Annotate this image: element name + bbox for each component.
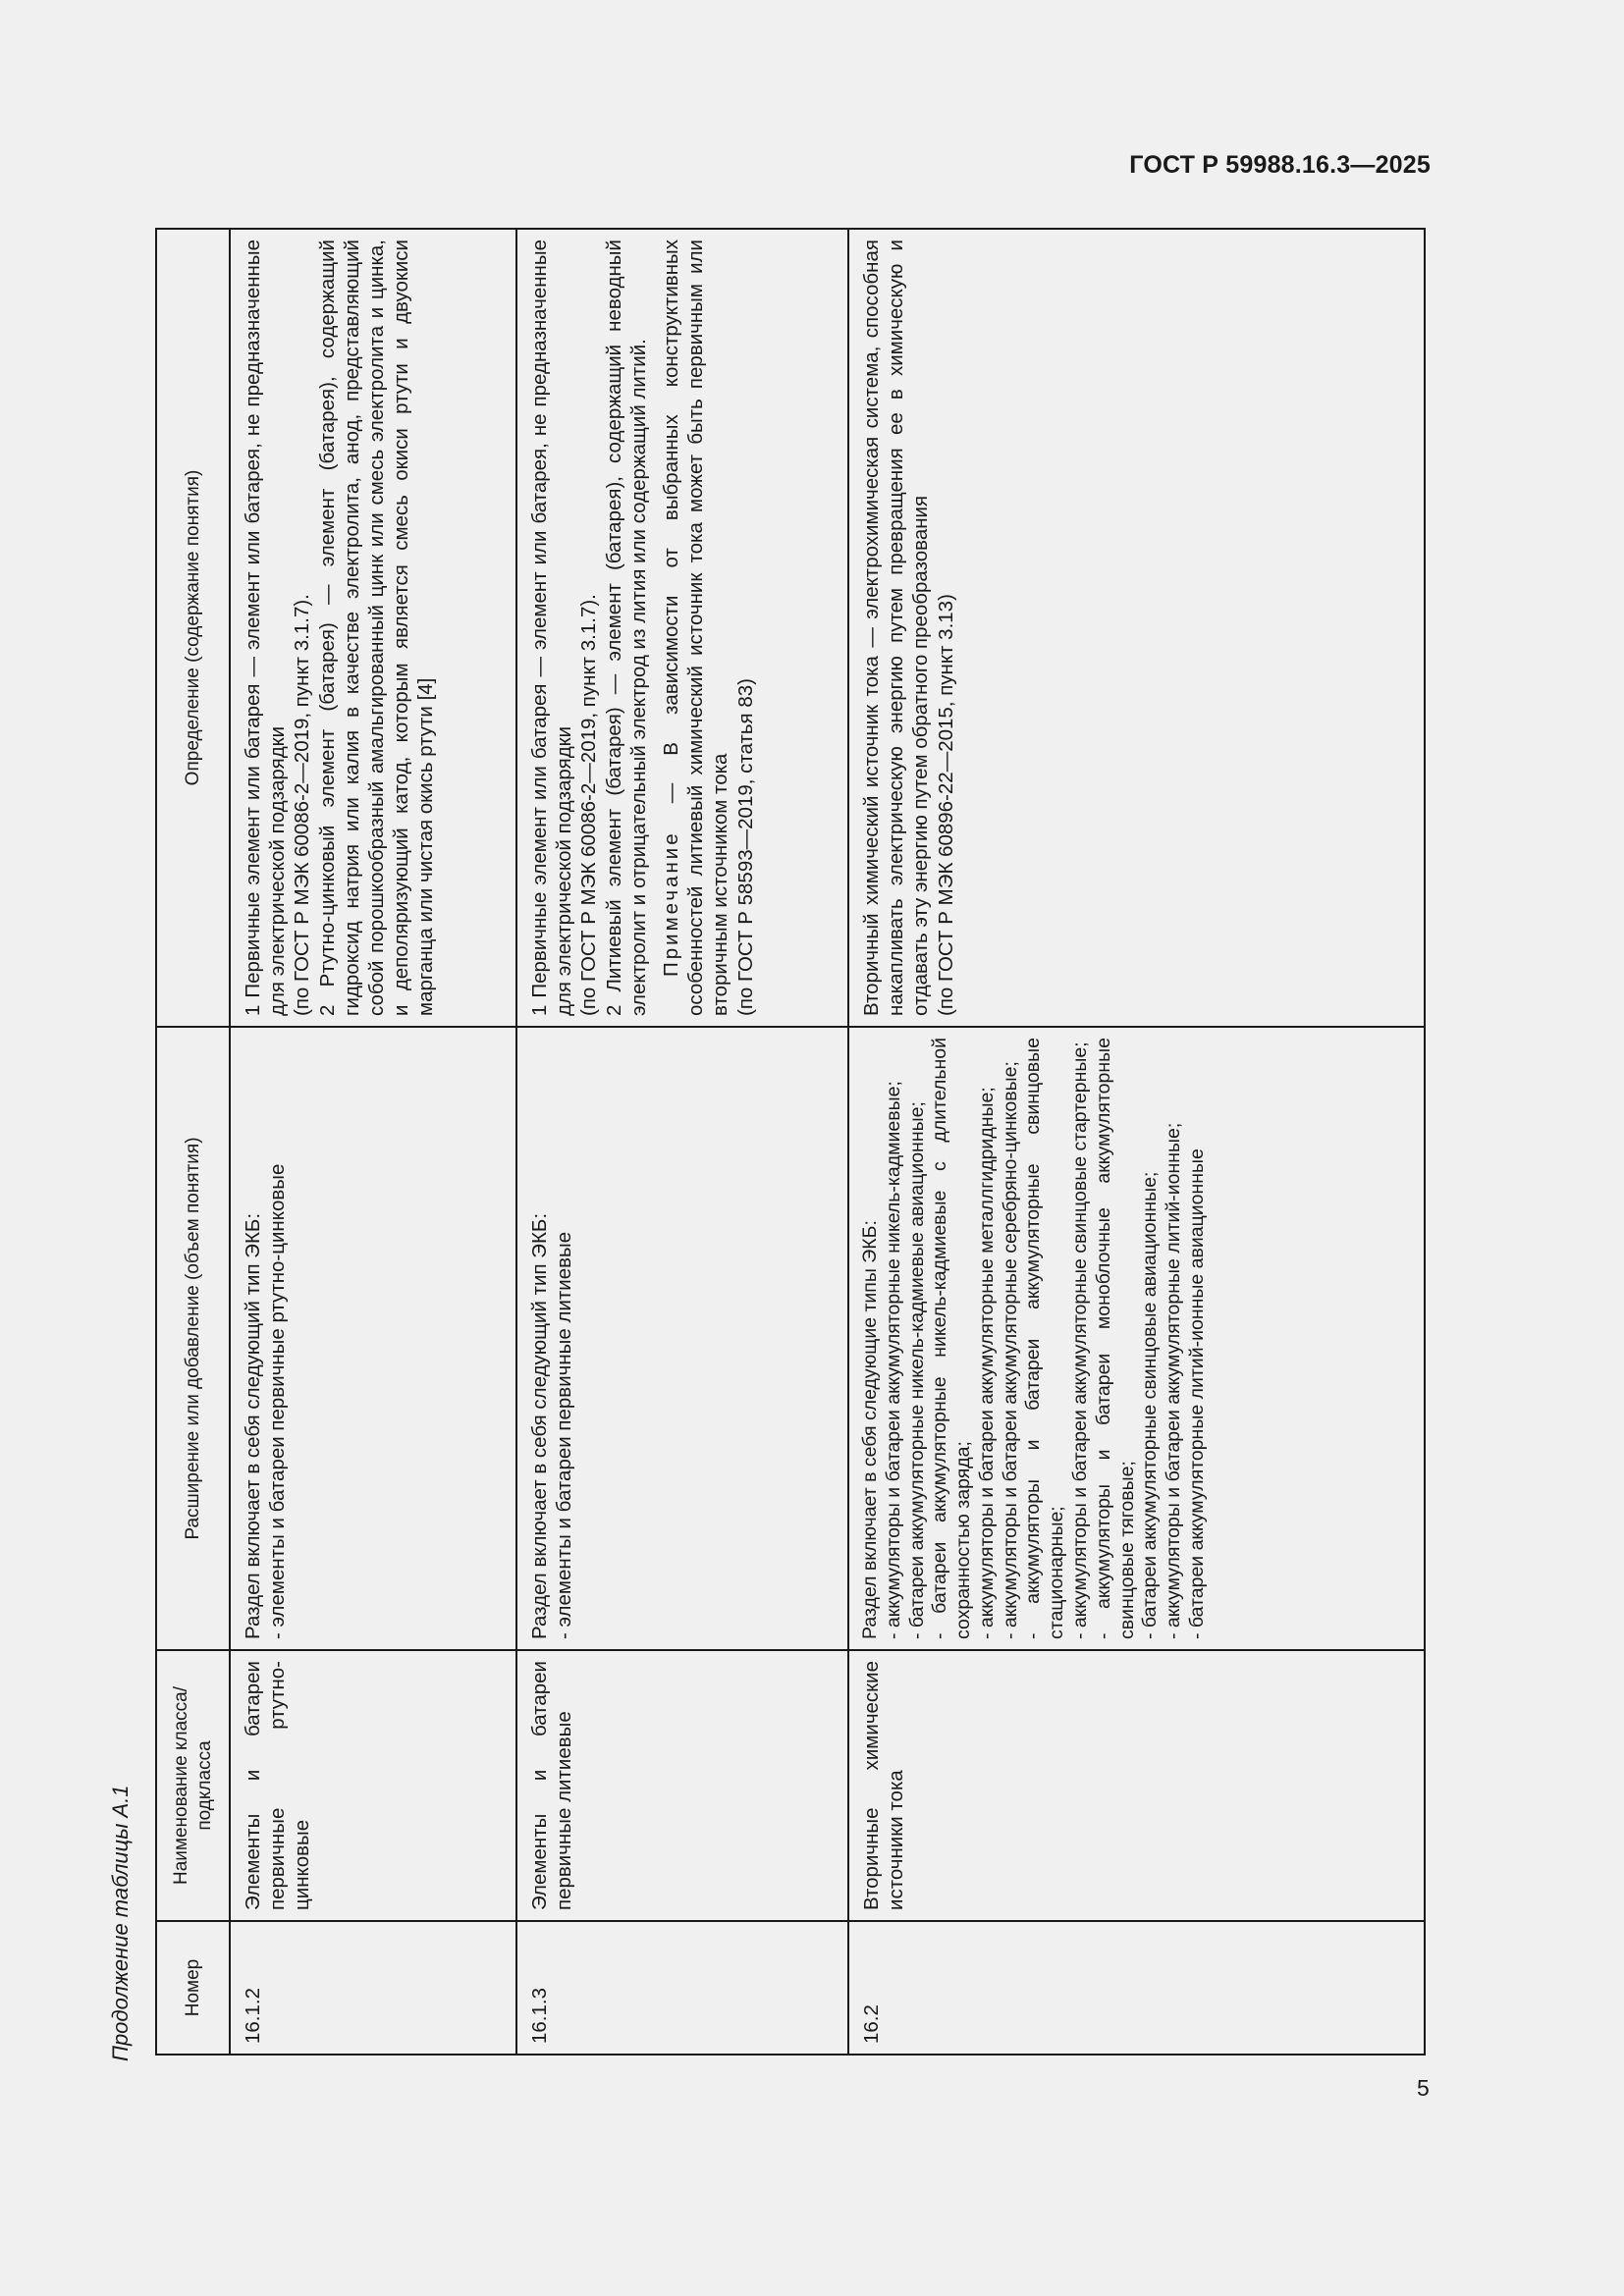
table-row bbox=[848, 229, 1425, 2055]
definition-line: 1 Первичные элемент или батарея — элемент или батарея, не предназначенные для электрической подзарядки bbox=[528, 240, 576, 1016]
definition-line: 1 Первичные элемент или батарея — элемент или батарея, не предназначенные для электрической подзарядки bbox=[242, 240, 290, 1016]
scope-line: - батареи аккумуляторные свинцовые авиационные; bbox=[1139, 1171, 1162, 1639]
scope-line: - аккумуляторы и батареи аккумуляторные серебряно-цинковые; bbox=[999, 1061, 1021, 1639]
row-scope bbox=[848, 1027, 1425, 1650]
row-class-name: Вторичные химические источники тока bbox=[848, 1650, 1425, 1921]
table-row bbox=[230, 229, 516, 2055]
document-code: ГОСТ Р 59988.16.3—2025 bbox=[1129, 151, 1431, 179]
scope-line: - аккумуляторы и батареи аккумуляторные свинцовые стационарные; bbox=[1022, 1038, 1068, 1639]
table-caption: Продолжение таблицы А.1 bbox=[108, 1785, 133, 2061]
scope-line: - батареи аккумуляторные никель-кадмиевые с длительной сохранностью заряда; bbox=[929, 1038, 975, 1639]
scope-line: Раздел включает в себя следующие типы ЭКБ: bbox=[859, 1220, 881, 1639]
row-scope bbox=[516, 1027, 848, 1650]
scope-line: - аккумуляторы и батареи аккумуляторные металлгидридные; bbox=[975, 1087, 998, 1639]
row-definition bbox=[230, 229, 516, 1027]
scope-line: - аккумуляторы и батареи аккумуляторные никель-кадмиевые; bbox=[882, 1081, 904, 1639]
classification-table bbox=[155, 228, 1426, 2056]
note-label: Примечание bbox=[660, 830, 683, 977]
definition-line: (по ГОСТ Р МЭК 60086-2—2019, пункт 3.1.7). bbox=[291, 594, 314, 1016]
page-number: 5 bbox=[1417, 2075, 1430, 2101]
rotated-table-block bbox=[108, 216, 1429, 2061]
definition-line: (по ГОСТ Р МЭК 60086-2—2019, пункт 3.1.7). bbox=[577, 594, 601, 1016]
definition-line: 2 Ртутно-цинковый элемент (батарея) — элемент (батарея), содержащий гидроксид натрия или калия в качестве электролита, анод, представляющий собой порошкообразный амальгированный цинк или смесь электролита и цинка, и деполяризующий катод, которым является смесь окиси ртути и двуокиси марганца или чистая окись ртути [4] bbox=[315, 240, 438, 1016]
scope-line: - элементы и батареи первичные литиевые bbox=[553, 1231, 576, 1639]
row-scope bbox=[230, 1027, 516, 1650]
note bbox=[659, 240, 733, 1016]
row-definition bbox=[516, 229, 848, 1027]
definition-line: 2 Литиевый элемент (батарея) — элемент (батарея), содержащий неводный электролит и отрицательный электрод из лития или содержащий литий. bbox=[602, 240, 650, 1016]
row-class-name: Элементы и батареи первичные литиевые bbox=[516, 1650, 848, 1921]
scope-line: - элементы и батареи первичные ртутно-цинковые bbox=[266, 1163, 290, 1639]
scope-line: Раздел включает в себя следующий тип ЭКБ: bbox=[528, 1212, 551, 1639]
scope-line: - батареи аккумуляторные никель-кадмиевые авиационные; bbox=[905, 1101, 928, 1639]
table-row bbox=[516, 229, 848, 2055]
header-definition: Определение (содержание понятия) bbox=[156, 229, 230, 1027]
table-header-row bbox=[156, 229, 230, 2055]
scope-line: - батареи аккумуляторные литий-ионные авиационные bbox=[1185, 1148, 1208, 1639]
header-number: Номер bbox=[156, 1921, 230, 2055]
scope-line: - аккумуляторы и батареи аккумуляторные свинцовые стартерные; bbox=[1069, 1041, 1092, 1639]
note-reference: (по ГОСТ Р 58593—2019, статья 83) bbox=[733, 678, 757, 1016]
scope-line: Раздел включает в себя следующий тип ЭКБ: bbox=[242, 1212, 264, 1639]
row-number: 16.1.2 bbox=[230, 1921, 516, 2055]
definition-line: Вторичный химический источник тока — электрохимическая система, способная накапливать электрическую энергию путем превращения ее в химическую и отдавать эту энергию путем обратного преобразования bbox=[860, 240, 933, 1016]
row-definition bbox=[848, 229, 1425, 1027]
row-number: 16.1.3 bbox=[516, 1921, 848, 2055]
row-class-name: Элементы и батареи первичные ртутно-цинковые bbox=[230, 1650, 516, 1921]
scope-line: - аккумуляторы и батареи моноблочные аккумуляторные свинцовые тяговые; bbox=[1092, 1038, 1138, 1639]
row-number: 16.2 bbox=[848, 1921, 1425, 2055]
header-class-name: Наименование класса/ подкласса bbox=[156, 1650, 230, 1921]
note-text: — В зависимости от выбранных конструктивных особенностей литиевый химический источник тока может быть первичным или вторичным источником тока bbox=[660, 239, 732, 1016]
definition-line: (по ГОСТ Р МЭК 60896-22—2015, пункт 3.13) bbox=[934, 594, 957, 1016]
scope-line: - аккумуляторы и батареи аккумуляторные литий-ионные; bbox=[1163, 1122, 1185, 1639]
header-scope: Расширение или добавление (объем понятия) bbox=[156, 1027, 230, 1650]
